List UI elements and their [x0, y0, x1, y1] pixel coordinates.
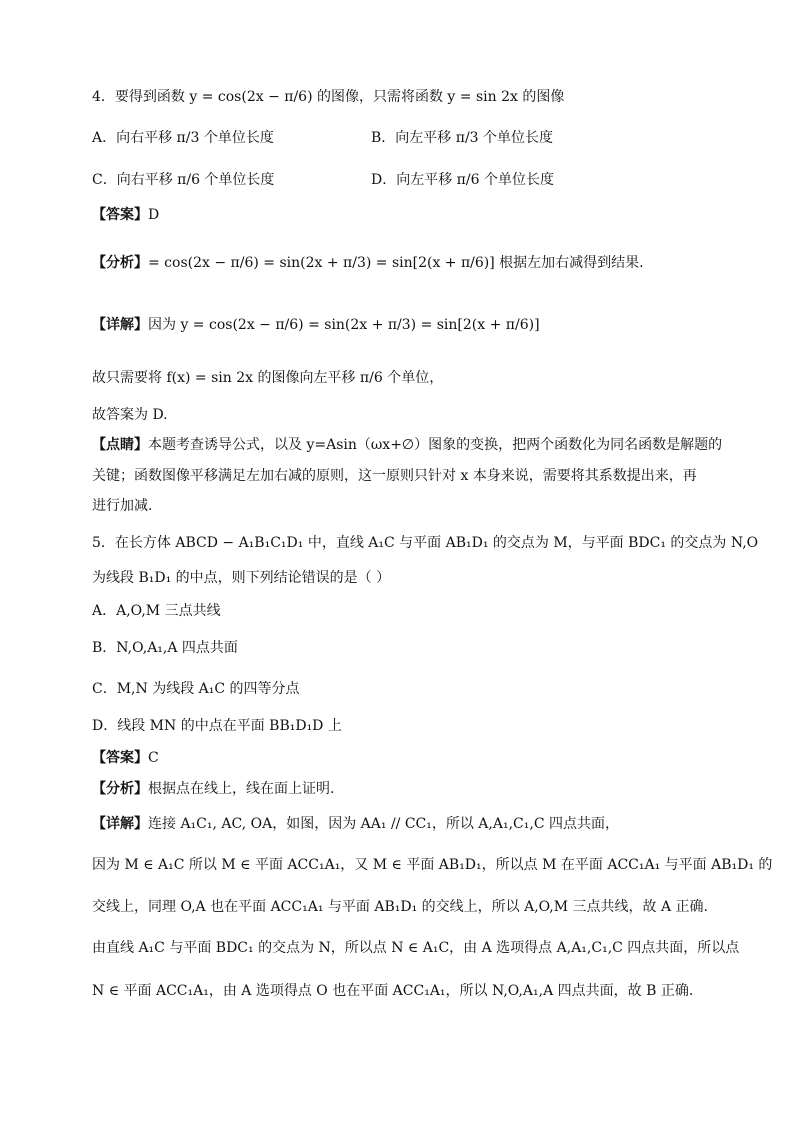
q5-detail-text-5: N ∈ 平面 ACC₁A₁，由 A 选项得点 O 也在平面 ACC₁A₁，所以 N,O,A₁,A 四点共面，故 B 正确. [92, 983, 694, 999]
q5-option-b: B．N,O,A₁,A 四点共面 [92, 640, 238, 656]
q4-comment-text-1: 本题考查诱导公式，以及 y=Asin（ωx+∅）图象的变换，把两个函数化为同名函数是解题的 [148, 437, 723, 453]
q5-option-a: A．A,O,M 三点共线 [92, 603, 221, 619]
q5-detail-text-4: 由直线 A₁C 与平面 BDC₁ 的交点为 N，所以点 N ∈ A₁C，由 A 选项得点 A,A₁,C₁,C 四点共面，所以点 [92, 940, 740, 956]
q5-answer-tag: 【答案】 [92, 750, 148, 766]
q4-option-c: C．向右平移 π/6 个单位长度 [92, 172, 275, 188]
q5-detail-text-1: 连接 A₁C₁, AC, OA，如图，因为 AA₁ // CC₁，所以 A,A₁,C₁,C 四点共面， [148, 816, 619, 832]
q4-answer-value: D [148, 207, 160, 223]
q4-comment-tag: 【点睛】 [92, 437, 148, 453]
q4-detail-tag: 【详解】 [92, 317, 148, 333]
q5-answer-row [92, 748, 159, 768]
q5-option-d: D．线段 MN 的中点在平面 BB₁D₁D 上 [92, 718, 342, 734]
q4-analysis-text: = cos(2x − π/6) = sin(2x + π/3) = sin[2(x + π/6)] 根据左加右减得到结果. [148, 255, 644, 271]
q4-comment-row [92, 435, 722, 455]
q4-stem: 4．要得到函数 y = cos(2x − π/6) 的图像，只需将函数 y = sin 2x 的图像 [92, 89, 565, 105]
q4-answer-tag: 【答案】 [92, 207, 148, 223]
q5-detail-tag: 【详解】 [92, 816, 148, 832]
q5-option-c: C．M,N 为线段 A₁C 的四等分点 [92, 681, 300, 697]
q5-stem-1: 5．在长方体 ABCD − A₁B₁C₁D₁ 中，直线 A₁C 与平面 AB₁D₁ 的交点为 M，与平面 BDC₁ 的交点为 N,O [92, 535, 759, 551]
q4-option-a: A．向右平移 π/3 个单位长度 [92, 130, 274, 146]
q5-answer-value: C [148, 750, 159, 766]
q5-analysis-tag: 【分析】 [92, 781, 148, 797]
q5-detail-row [92, 814, 619, 834]
q5-analysis-text: 根据点在线上，线在面上证明. [148, 781, 335, 797]
q4-comment-text-2: 关键；函数图像平移满足左加右减的原则，这一原则只针对 x 本身来说，需要将其系数提出来，再 [92, 468, 697, 484]
q4-detail-text-1: 因为 y = cos(2x − π/6) = sin(2x + π/3) = sin[2(x + π/6)] [148, 317, 540, 333]
q4-comment-text-3: 进行加减. [92, 498, 153, 514]
q4-detail-text-2: 故只需要将 f(x) = sin 2x 的图像向左平移 π/6 个单位， [92, 370, 444, 386]
q4-answer-row [92, 205, 159, 225]
q4-detail-text-3: 故答案为 D. [92, 407, 168, 423]
q5-detail-text-2: 因为 M ∈ A₁C 所以 M ∈ 平面 ACC₁A₁，又 M ∈ 平面 AB₁D₁，所以点 M 在平面 ACC₁A₁ 与平面 AB₁D₁ 的 [92, 857, 773, 873]
q4-analysis-row [92, 253, 644, 273]
q5-detail-text-3: 交线上，同理 O,A 也在平面 ACC₁A₁ 与平面 AB₁D₁ 的交线上，所以 A,O,M 三点共线，故 A 正确. [92, 899, 708, 915]
q5-stem-2: 为线段 B₁D₁ 的中点，则下列结论错误的是（ ） [92, 570, 391, 586]
q4-option-b: B．向左平移 π/3 个单位长度 [371, 130, 554, 146]
q4-analysis-tag: 【分析】 [92, 255, 148, 271]
q4-detail-row [92, 315, 540, 335]
q5-analysis-row [92, 779, 334, 799]
q4-option-d: D．向左平移 π/6 个单位长度 [371, 172, 554, 188]
